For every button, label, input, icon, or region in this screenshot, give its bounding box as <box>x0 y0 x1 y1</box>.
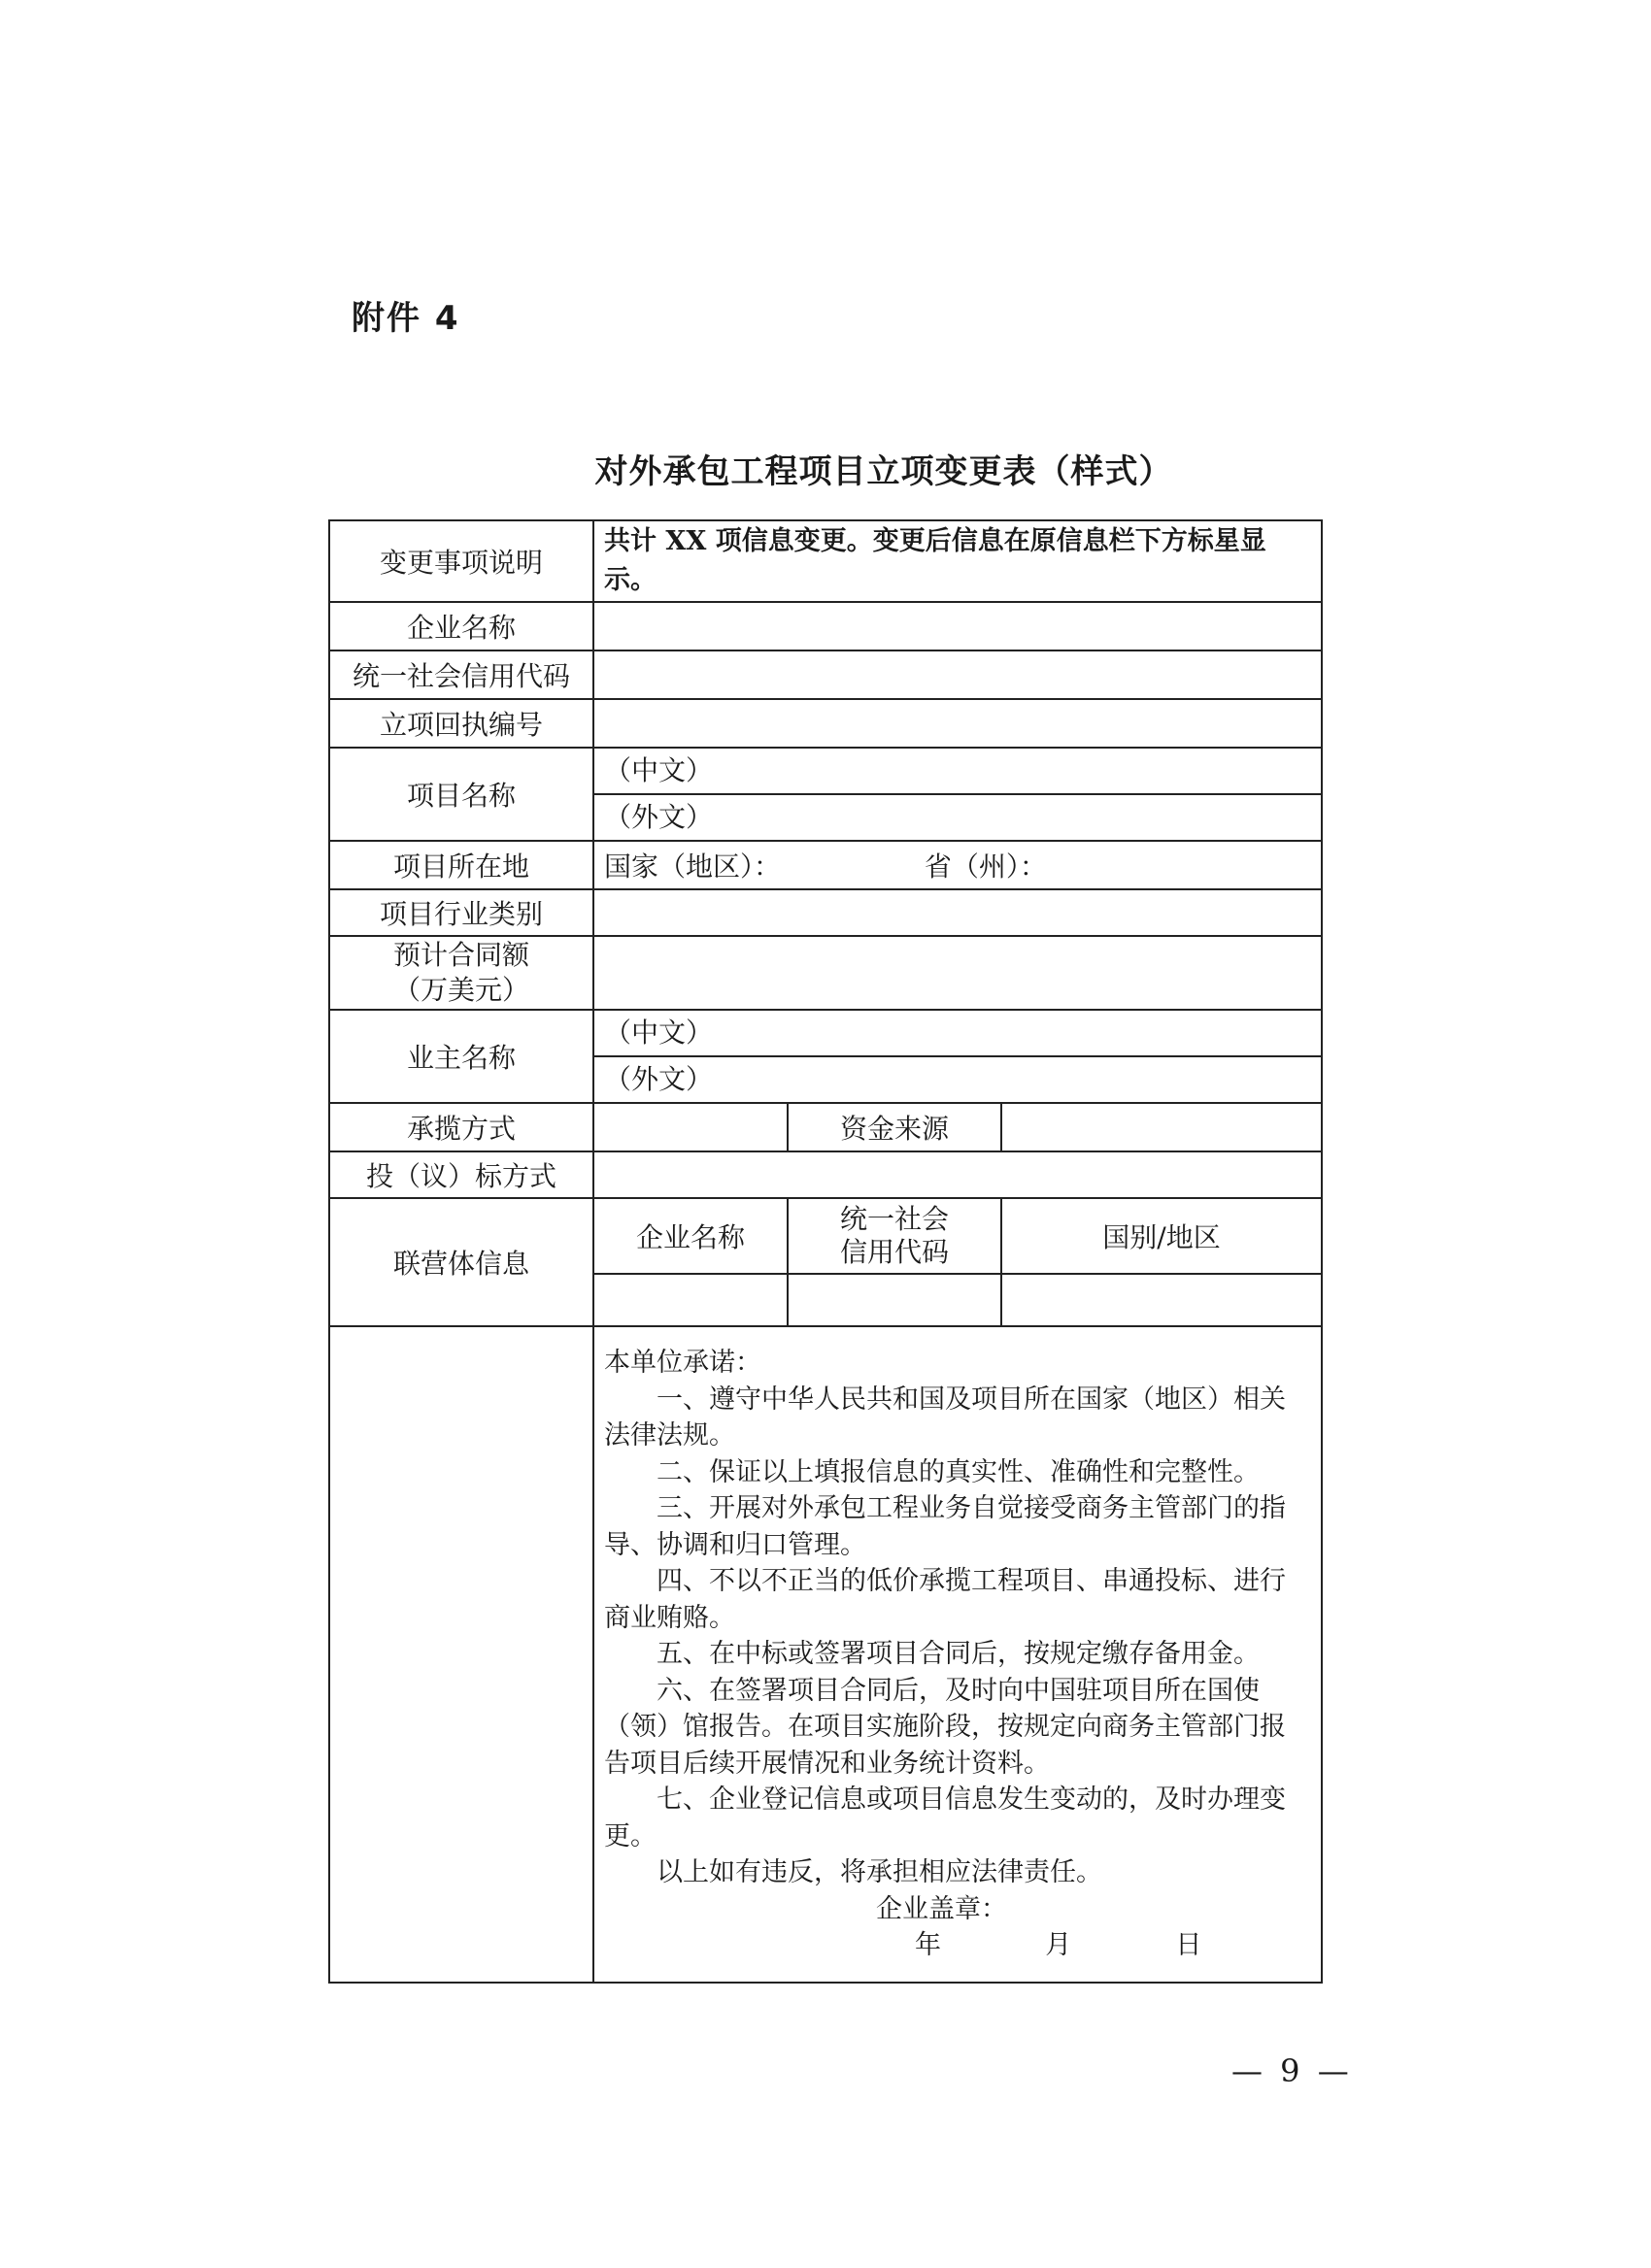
commitment-section <box>593 1326 1322 1983</box>
contract-amount-unit: （万美元） <box>392 974 529 1006</box>
owner-name-cn-field[interactable]: （中文） <box>593 1010 1322 1056</box>
form-title: 对外承包工程项目立项变更表（样式） <box>594 452 1173 491</box>
fund-source-field[interactable] <box>1001 1103 1322 1151</box>
consortium-code-line1: 统一社会 <box>839 1203 949 1235</box>
owner-name-foreign-field[interactable]: （外文） <box>593 1056 1322 1103</box>
contract-method-label: 承揽方式 <box>329 1103 593 1151</box>
industry-category-label: 项目行业类别 <box>329 889 593 936</box>
change-description-label: 变更事项说明 <box>329 520 593 602</box>
consortium-company-header: 企业名称 <box>593 1198 788 1274</box>
fund-source-label: 资金来源 <box>788 1103 1001 1151</box>
contract-amount-field[interactable] <box>593 936 1322 1010</box>
project-name-foreign-field[interactable]: （外文） <box>593 794 1322 841</box>
commitment-item-6: 六、在签署项目合同后，及时向中国驻项目所在国使（领）馆报告。在项目实施阶段，按规定向商务主管部门报告项目后续开展情况和业务统计资料。 <box>604 1675 1286 1779</box>
commitment-item-4: 四、不以不正当的低价承揽工程项目、串通投标、进行商业贿赂。 <box>604 1566 1286 1633</box>
country-region-label: 国家（地区）： <box>604 850 782 883</box>
page-number: — 9 — <box>1231 2052 1353 2089</box>
attachment-label: 附件 4 <box>352 299 460 338</box>
industry-category-field[interactable] <box>593 889 1322 936</box>
consortium-code-header <box>788 1198 1001 1274</box>
company-name-field[interactable] <box>593 602 1322 650</box>
credit-code-label: 统一社会信用代码 <box>329 650 593 699</box>
consortium-info-label: 联营体信息 <box>329 1198 593 1326</box>
date-month: 月 <box>1045 1930 1072 1961</box>
change-form-table <box>328 519 1323 1984</box>
receipt-number-field[interactable] <box>593 699 1322 748</box>
consortium-company-field[interactable] <box>593 1274 788 1326</box>
consortium-code-line2: 信用代码 <box>839 1236 949 1268</box>
seal-area <box>329 1326 593 1983</box>
project-location-field[interactable] <box>593 841 1322 889</box>
receipt-number-label: 立项回执编号 <box>329 699 593 748</box>
commitment-item-3: 三、开展对外承包工程业务自觉接受商务主管部门的指导、协调和归口管理。 <box>604 1493 1286 1560</box>
consortium-code-field[interactable] <box>788 1274 1001 1326</box>
bid-method-label: 投（议）标方式 <box>329 1151 593 1198</box>
contract-amount-label <box>329 936 593 1010</box>
contract-method-field[interactable] <box>593 1103 788 1151</box>
commitment-item-7: 七、企业登记信息或项目信息发生变动的，及时办理变更。 <box>604 1784 1286 1851</box>
commitment-item-5: 五、在中标或签署项目合同后，按规定缴存备用金。 <box>657 1639 1260 1670</box>
project-location-label: 项目所在地 <box>329 841 593 889</box>
contract-amount-text: 预计合同额 <box>392 939 529 971</box>
bid-method-field[interactable] <box>593 1151 1322 1198</box>
consortium-country-header: 国别/地区 <box>1001 1198 1322 1274</box>
project-name-cn-field[interactable]: （中文） <box>593 748 1322 794</box>
change-description-value[interactable]: 共计 XX 项信息变更。变更后信息在原信息栏下方标星显示。 <box>593 520 1322 602</box>
owner-name-label: 业主名称 <box>329 1010 593 1103</box>
company-seal-label: 企业盖章： <box>876 1893 1007 1924</box>
commitment-liability: 以上如有违反，将承担相应法律责任。 <box>657 1857 1102 1888</box>
date-year: 年 <box>915 1930 941 1961</box>
credit-code-field[interactable] <box>593 650 1322 699</box>
company-name-label: 企业名称 <box>329 602 593 650</box>
commitment-heading: 本单位承诺： <box>604 1348 761 1379</box>
consortium-country-field[interactable] <box>1001 1274 1322 1326</box>
province-state-label: 省（州）： <box>924 850 1047 883</box>
commitment-item-1: 一、遵守中华人民共和国及项目所在国家（地区）相关法律法规。 <box>604 1384 1286 1451</box>
date-day: 日 <box>1175 1930 1202 1961</box>
commitment-item-2: 二、保证以上填报信息的真实性、准确性和完整性。 <box>657 1456 1260 1487</box>
project-name-label: 项目名称 <box>329 748 593 841</box>
signature-date[interactable] <box>604 1927 1311 1964</box>
